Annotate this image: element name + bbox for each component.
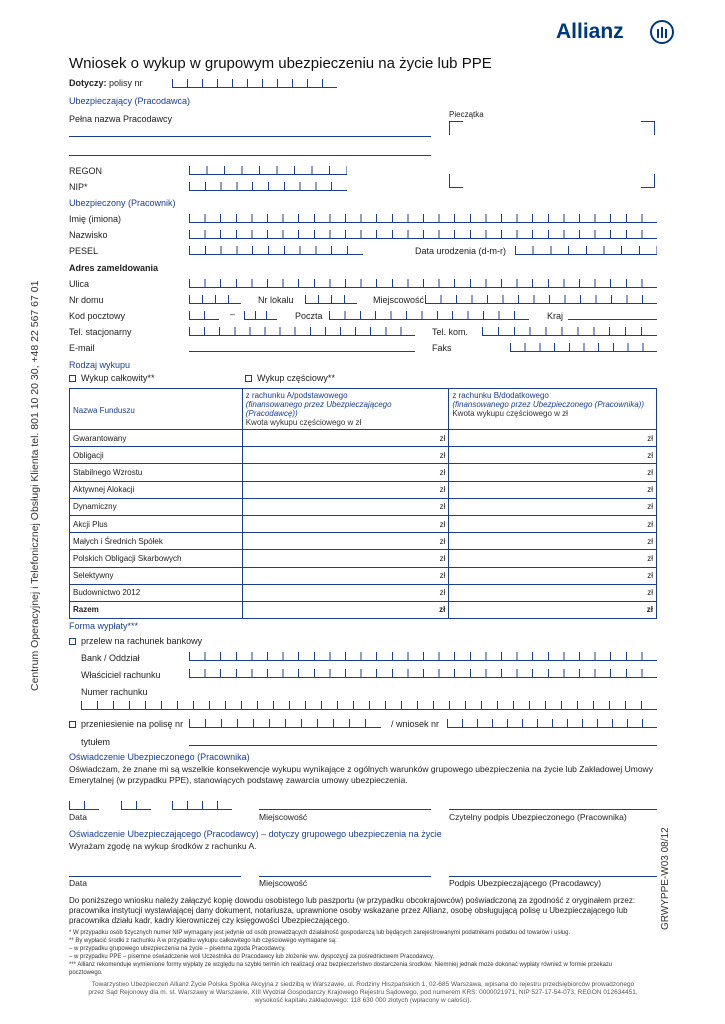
- employer-place-label: Miejscowość: [259, 878, 308, 888]
- account-owner-label: Właściciel rachunku: [81, 670, 161, 680]
- transfer-title-label: tytułem: [81, 737, 111, 747]
- fund-row: [70, 464, 657, 481]
- fund-row: [70, 567, 657, 584]
- amount-b-input[interactable]: zł: [449, 481, 657, 498]
- address-heading: Adres zameldowania: [69, 263, 159, 273]
- employer-heading: Ubezpieczający (Pracodawca): [69, 96, 191, 106]
- attachments-line1: Do poniższego wniosku należy załączyć kopię dowodu osobistego lub paszportu (w przypadku obcokrajowców) poświadczoną za zgodność z oryginałem przez:: [69, 896, 636, 905]
- employer-name-field-2[interactable]: [69, 155, 431, 156]
- fund-name: Stabilnego Wzrostu: [70, 464, 243, 481]
- fund-row: [70, 447, 657, 464]
- application-number-label: / wniosek nr: [391, 719, 440, 729]
- amount-b-input[interactable]: zł: [449, 498, 657, 515]
- form-code: GRWYPPE-W03 08/12: [660, 827, 671, 930]
- fund-name: Gwarantowany: [70, 430, 243, 447]
- fund-row: [70, 498, 657, 515]
- amount-a-input[interactable]: zł: [242, 481, 449, 498]
- stamp-corner-bl: [449, 174, 463, 188]
- employer-signature-label: Podpis Ubezpieczającego (Pracodawcy): [449, 878, 602, 888]
- legal-line-1: Towarzystwo Ubezpieczeń Allianz Życie Polska Spółka Akcyjna z siedzibą w Warszawie, ul. Rodziny Hiszpańskich 1, 02-685 Warszawa, wpisana do rejestru przedsiębiorców prowadzonego: [91, 981, 635, 988]
- fund-row: [70, 481, 657, 498]
- amount-a-input[interactable]: zł: [242, 550, 449, 567]
- footnote-5: *** Allianz rekomenduje wymienione formy wypłaty ze względu na szybki termin ich realizacji oraz bezpieczeństwo dostarczenia środków. Niemniej jednak może dokonać wypłaty również w formie przekazu: [69, 962, 613, 968]
- employer-name-field[interactable]: [69, 136, 431, 137]
- nip-field[interactable]: [189, 182, 347, 191]
- footnote-3: – w przypadku grupowego ubezpieczenia na życie – pisemna zgoda Pracodawcy,: [69, 946, 286, 952]
- fund-name: Polskich Obligacji Skarbowych: [70, 550, 243, 567]
- bank-transfer-checkbox[interactable]: [69, 638, 76, 645]
- house-number-field[interactable]: [189, 295, 241, 304]
- phone-label: Tel. stacjonarny: [69, 327, 132, 337]
- amount-a-input[interactable]: zł: [242, 567, 449, 584]
- bank-field[interactable]: [189, 652, 657, 661]
- stamp-corner-br: [641, 174, 655, 188]
- employer-place-field[interactable]: [259, 876, 431, 877]
- amount-a-input[interactable]: zł: [242, 447, 449, 464]
- amount-a-input[interactable]: zł: [242, 533, 449, 550]
- employee-date-label: Data: [69, 812, 87, 822]
- fund-name: Razem: [70, 601, 243, 618]
- page-title: Wniosek o wykup w grupowym ubezpieczeniu na życie lub PPE: [69, 55, 492, 72]
- allianz-logo-text: Allianz: [556, 20, 624, 43]
- regon-label: REGON: [69, 166, 103, 176]
- surname-field[interactable]: [189, 230, 657, 239]
- house-number-label: Nr domu: [69, 295, 104, 305]
- side-contact-text: Centrum Operacyjnej i Telefonicznej Obsługi Klienta tel. 801 10 20 30, +48 22 567 67 01: [29, 280, 41, 691]
- employer-statement-line1: Wyrażam zgodę na wykup środków z rachunku A.: [69, 841, 257, 851]
- pesel-label: PESEL: [69, 246, 99, 256]
- amount-a-input[interactable]: zł: [242, 515, 449, 532]
- country-field[interactable]: [568, 319, 657, 320]
- city-field[interactable]: [425, 295, 657, 304]
- bank-label: Bank / Oddział: [81, 653, 140, 663]
- flat-number-field[interactable]: [305, 295, 357, 304]
- fund-row: [70, 430, 657, 447]
- nip-label: NIP*: [69, 182, 88, 192]
- amount-b-input[interactable]: zł: [449, 515, 657, 532]
- footnote-6: pocztowego.: [69, 970, 103, 976]
- employee-signature-field[interactable]: [449, 809, 657, 810]
- fund-table: [69, 388, 657, 619]
- footnote-1: * W przypadku osób fizycznych numer NIP wymagany jest jedynie od osób prowadzących działalność gospodarczą lub będących zarejestrowanymi podatnikami podatku od towarów i usług.: [69, 930, 571, 936]
- flat-number-label: Nr lokalu: [258, 295, 294, 305]
- postcode-field-1[interactable]: [189, 311, 219, 320]
- fund-name: Selektywny: [70, 567, 243, 584]
- employee-heading: Ubezpieczony (Pracownik): [69, 198, 176, 208]
- employee-statement-heading: Oświadczenie Ubezpieczonego (Pracownika): [69, 752, 250, 762]
- email-label: E-mail: [69, 343, 95, 353]
- employee-signature-label: Czytelny podpis Ubezpieczonego (Pracownika): [449, 812, 627, 822]
- amount-b-input[interactable]: zł: [449, 567, 657, 584]
- mobile-label: Tel. kom.: [432, 327, 469, 337]
- birth-date-field[interactable]: [515, 246, 657, 255]
- first-name-label: Imię (imiona): [69, 214, 122, 224]
- account-b-header: z rachunku B/dodatkowego (finansowanego przez Ubezpieczonego (Pracownika)) Kwota wykupu częściowego w zł: [449, 389, 657, 430]
- first-name-field[interactable]: [189, 214, 657, 223]
- amount-b-input[interactable]: zł: [449, 584, 657, 601]
- employee-place-label: Miejscowość: [259, 812, 308, 822]
- footnote-4: – w przypadku PPE – pisemne oświadczenie woli Uczestnika do Pracodawcy lub złożenie ww. dyspozycji za pośrednictwem Pracodawcy.: [69, 954, 435, 960]
- legal-line-2: przez Sąd Rejonowy dla m. st. Warszawy w Warszawie, XIII Wydział Gospodarczy Krajowego Rejestru Sądowego, pod numerem KRS: 0000021971, NIP 527-17-54-073, REGON 012634451,: [88, 989, 638, 996]
- bank-transfer-label: przelew na rachunek bankowy: [81, 636, 203, 646]
- policy-label: Dotyczy: polisy nr: [69, 78, 143, 88]
- attachments-line3: pracownika działu kadr, kadry kierowniczej czy księgowości Ubezpieczającego.: [69, 916, 350, 925]
- employee-date-day[interactable]: [69, 801, 99, 810]
- fund-name: Budownictwo 2012: [70, 584, 243, 601]
- country-label: Kraj: [547, 311, 564, 321]
- amount-a-input[interactable]: zł: [242, 464, 449, 481]
- footnote-2: ** By wypłacić środki z rachunku A w przypadku wykupu całkowitego lub częściowego wymagane są:: [69, 938, 337, 944]
- employee-statement-line2: Emerytalnej (w przypadku PPE), stanowiących podstawę zawarcia umowy ubezpieczenia.: [69, 775, 408, 785]
- employer-date-field[interactable]: [69, 876, 241, 877]
- allianz-logo-icon: [650, 20, 674, 44]
- employee-place-field[interactable]: [259, 809, 431, 810]
- pesel-field[interactable]: [189, 246, 363, 255]
- fund-name: Małych i Średnich Spółek: [70, 533, 243, 550]
- stamp-corner-tl: [449, 121, 463, 135]
- city-label: Miejscowość: [373, 295, 425, 305]
- fund-row: [70, 550, 657, 567]
- stamp-corner-tr: [641, 121, 655, 135]
- account-a-header: z rachunku A/podstawowego (finansowanego przez Ubezpieczającego (Pracodawcę)) Kwota wykupu częściowego w zł: [242, 389, 449, 430]
- fund-row: [70, 584, 657, 601]
- stamp-label: Pieczątka: [449, 110, 484, 119]
- birth-date-label: Data urodzenia (d-m-r): [415, 246, 507, 256]
- application-number-field[interactable]: [447, 719, 657, 728]
- attachments-line2: pracownika instytucji wystawiającej dany dokument, notariusza, uprawnione osoby wskazane przez Allianz, osobę obsługującą polisę u Ubezpieczającego lub: [69, 906, 628, 915]
- regon-field[interactable]: [189, 166, 347, 175]
- policy-transfer-checkbox[interactable]: [69, 721, 76, 728]
- account-number-field[interactable]: [81, 701, 657, 710]
- fax-field[interactable]: [510, 343, 657, 352]
- partial-redemption-checkbox[interactable]: [245, 375, 252, 382]
- fund-name: Akcji Plus: [70, 515, 243, 532]
- employer-date-label: Data: [69, 878, 87, 888]
- fund-row: [70, 515, 657, 532]
- amount-a-input[interactable]: zł: [242, 430, 449, 447]
- amount-b-input[interactable]: zł: [449, 550, 657, 567]
- fund-total-row: [70, 601, 657, 618]
- employer-signature-field[interactable]: [449, 876, 657, 877]
- email-field[interactable]: [189, 351, 415, 352]
- policy-number-field[interactable]: [172, 79, 337, 88]
- fund-name: Obligacji: [70, 447, 243, 464]
- fax-label: Faks: [432, 343, 452, 353]
- transfer-title-field[interactable]: [189, 745, 657, 746]
- policy-transfer-label: przeniesienie na polisę nr: [81, 719, 184, 729]
- amount-b-input[interactable]: zł: [449, 430, 657, 447]
- fund-name-header: Nazwa Funduszu: [70, 389, 243, 430]
- employer-name-label: Pełna nazwa Pracodawcy: [69, 114, 173, 124]
- postcode-label: Kod pocztowy: [69, 311, 126, 321]
- amount-a-input[interactable]: zł: [242, 584, 449, 601]
- fund-row: [70, 533, 657, 550]
- amount-b-input[interactable]: zł: [449, 464, 657, 481]
- post-office-label: Poczta: [295, 311, 323, 321]
- fund-name: Dynamiczny: [70, 498, 243, 515]
- full-redemption-label: Wykup całkowity**: [81, 373, 155, 383]
- account-number-label: Numer rachunku: [81, 687, 148, 697]
- fund-name: Aktywnej Alokacji: [70, 481, 243, 498]
- mobile-field[interactable]: [482, 327, 657, 336]
- amount-a-input[interactable]: zł: [242, 498, 449, 515]
- fund-table-header: [70, 389, 657, 430]
- payment-heading: Forma wypłaty***: [69, 621, 139, 631]
- phone-field[interactable]: [189, 327, 415, 336]
- legal-line-3: wysokość kapitału zakładowego: 118 630 000 złotych (wpłacony w całości).: [254, 997, 472, 1004]
- full-redemption-checkbox[interactable]: [69, 375, 76, 382]
- amount-b-input[interactable]: zł: [449, 533, 657, 550]
- amount-b-input[interactable]: zł: [449, 601, 657, 618]
- street-label: Ulica: [69, 279, 90, 289]
- postcode-field-2[interactable]: [244, 311, 277, 320]
- employee-statement-line1: Oświadczam, że znane mi są wszelkie konsekwencje wykupu wynikające z ogólnych warunków grupowego ubezpieczenia na życie lub Zakładowej Umowy: [69, 764, 653, 774]
- employer-statement-heading: Oświadczenie Ubezpieczającego (Pracodawcy) – dotyczy grupowego ubezpieczenia na życie: [69, 829, 442, 839]
- employee-date-month[interactable]: [121, 801, 151, 810]
- target-policy-field[interactable]: [189, 719, 381, 728]
- surname-label: Nazwisko: [69, 230, 108, 240]
- account-owner-field[interactable]: [189, 669, 657, 678]
- street-field[interactable]: [189, 279, 657, 288]
- post-office-field[interactable]: [329, 311, 529, 320]
- employee-date-year[interactable]: [172, 801, 232, 810]
- partial-redemption-label: Wykup częściowy**: [257, 373, 335, 383]
- amount-a-input[interactable]: zł: [242, 601, 449, 618]
- redemption-heading: Rodzaj wykupu: [69, 360, 131, 370]
- amount-b-input[interactable]: zł: [449, 447, 657, 464]
- postcode-dash: –: [230, 309, 236, 319]
